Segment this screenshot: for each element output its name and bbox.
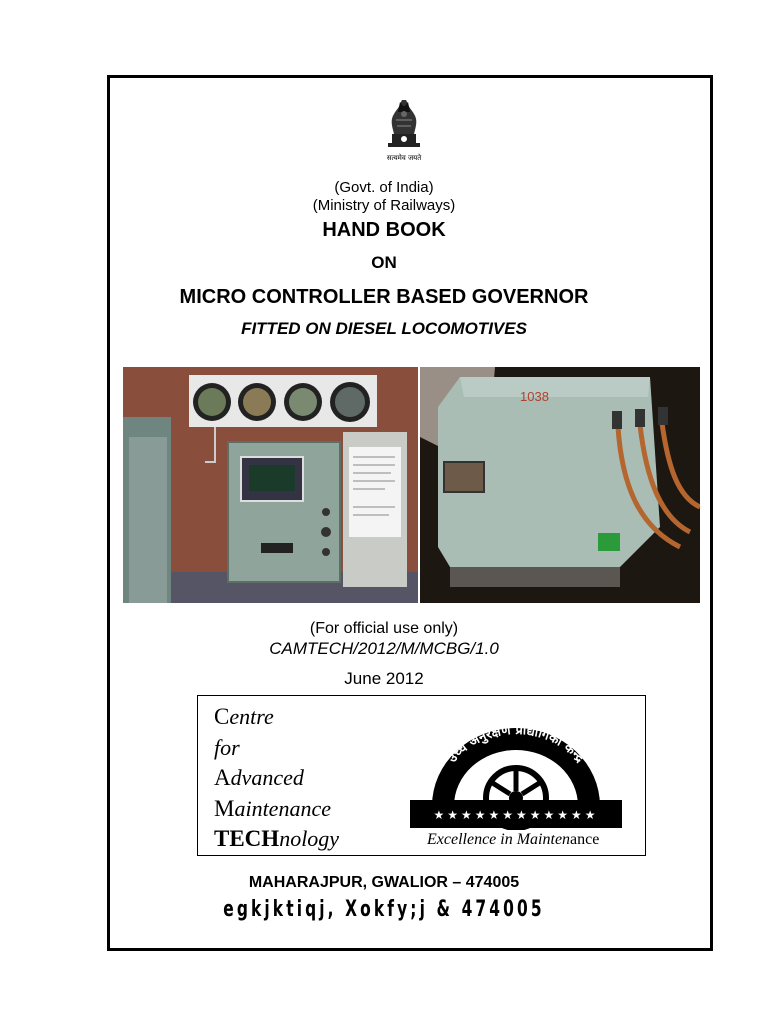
camtech-line-technology: TECHnology <box>214 826 340 851</box>
photo-governor-unit <box>420 367 700 603</box>
title-on: ON <box>371 253 397 272</box>
title-main: MICRO CONTROLLER BASED GOVERNOR <box>179 286 589 308</box>
title-subtitle: FITTED ON DIESEL LOCOMOTIVES <box>241 319 527 338</box>
camtech-line-for: for <box>214 735 240 760</box>
camtech-box <box>197 695 646 856</box>
national-emblem <box>372 92 436 166</box>
logo-arc-text: उच्च अनुरक्षण प्रौद्योगिकी केन्द्र <box>445 724 587 766</box>
camtech-line-maintenance: Maintenance <box>214 796 331 821</box>
publication-date: June 2012 <box>344 669 424 688</box>
official-use-note: (For official use only) <box>309 620 459 637</box>
camtech-logo <box>410 724 622 830</box>
address-english: MAHARAJPUR, GWALIOR – 474005 <box>248 874 520 891</box>
title-hand-book: HAND BOOK <box>322 219 446 241</box>
camtech-tagline: Excellence in Maintenance <box>427 831 600 848</box>
document-code: CAMTECH/2012/M/MCBG/1.0 <box>269 639 499 658</box>
photo-governor-panel <box>123 367 418 603</box>
emblem-motto: सत्यमेव जयते <box>386 154 422 162</box>
camtech-line-centre: Centre <box>214 704 274 729</box>
unit-number: 1038 <box>520 389 549 404</box>
camtech-line-advanced: Advanced <box>214 765 304 790</box>
svg-text:★★★★★★★★★★★★: ★★★★★★★★★★★★ <box>433 808 599 822</box>
govt-of-india: (Govt. of India) <box>334 179 434 196</box>
address-hindi: egkjktiqj, Xokfy;j & 474005 <box>223 897 545 922</box>
ministry-of-railways: (Ministry of Railways) <box>312 197 456 214</box>
